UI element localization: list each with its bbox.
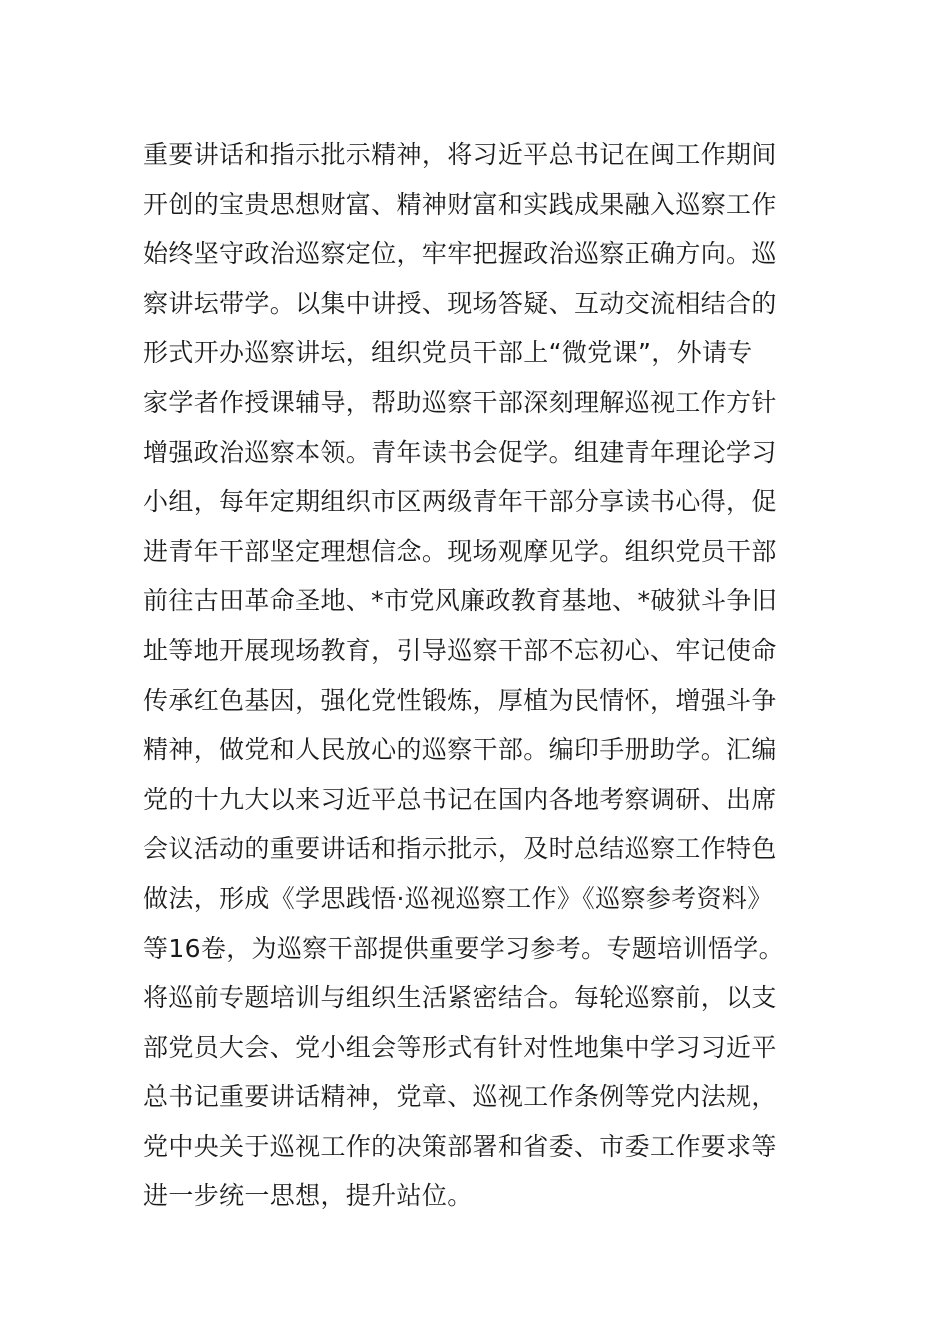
- text-line: 小组，每年定期组织市区两级青年干部分享读书心得，促: [143, 487, 777, 517]
- text-line: 始终坚守政治巡察定位，牢牢把握政治巡察正确方向。巡: [143, 239, 777, 269]
- text-line: 进青年干部坚定理想信念。现场观摩见学。组织党员干部: [143, 536, 777, 566]
- text-line: 精神，做党和人民放心的巡察干部。编印手册助学。汇编: [143, 735, 777, 765]
- text-line: 形式开办巡察讲坛，组织党员干部上“微党课”，外请专: [143, 338, 753, 368]
- text-line: 党的十九大以来习近平总书记在国内各地考察调研、出席: [143, 784, 777, 814]
- text-line: 传承红色基因，强化党性锻炼，厚植为民情怀，增强斗争: [143, 685, 777, 715]
- text-line: 做法，形成《学思践悟·巡视巡察工作》《巡察参考资料》: [143, 883, 773, 913]
- text-line: 会议活动的重要讲话和指示批示，及时总结巡察工作特色: [143, 834, 777, 864]
- text-line: 家学者作授课辅导，帮助巡察干部深刻理解巡视工作方针: [143, 387, 777, 417]
- body-paragraph: [143, 130, 823, 1221]
- text-line: 开创的宝贵思想财富、精神财富和实践成果融入巡察工作: [143, 189, 777, 219]
- text-line: 察讲坛带学。以集中讲授、现场答疑、互动交流相结合的: [143, 288, 777, 318]
- text-line: 进一步统一思想，提升站位。: [143, 1181, 473, 1211]
- text-line: 党中央关于巡视工作的决策部署和省委、市委工作要求等: [143, 1131, 777, 1161]
- text-line: 增强政治巡察本领。青年读书会促学。组建青年理论学习: [143, 437, 777, 467]
- text-line: 前往古田革命圣地、*市党风廉政教育基地、*破狱斗争旧: [143, 586, 778, 616]
- text-line: 总书记重要讲话精神，党章、巡视工作条例等党内法规，: [143, 1082, 777, 1112]
- text-line: 部党员大会、党小组会等形式有针对性地集中学习习近平: [143, 1032, 777, 1062]
- text-line: 址等地开展现场教育，引导巡察干部不忘初心、牢记使命: [143, 635, 777, 665]
- text-line: 重要讲话和指示批示精神，将习近平总书记在闽工作期间: [143, 140, 777, 169]
- text-line: 将巡前专题培训与组织生活紧密结合。每轮巡察前，以支: [143, 983, 777, 1013]
- text-line: 等16卷，为巡察干部提供重要学习参考。专题培训悟学。: [143, 933, 784, 963]
